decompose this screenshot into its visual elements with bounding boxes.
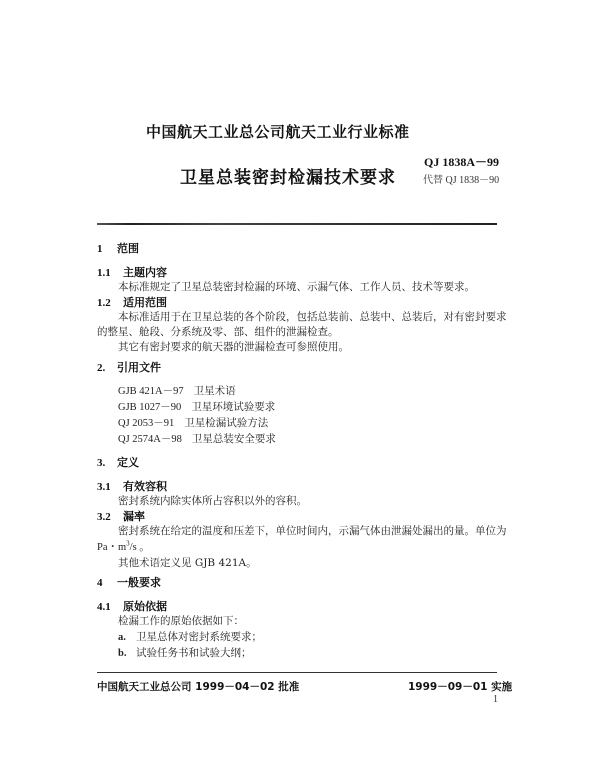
leak-rate-unit: Pa・$m^3/s$ 。	[97, 539, 150, 553]
section-1-2-text-line3: 其它有密封要求的航天器的泄漏检查可参照使用。	[118, 341, 349, 353]
section-3-2-heading: 3.2 漏率	[97, 510, 145, 523]
page-number: 1	[493, 694, 498, 705]
section-1-heading: 1 范围	[97, 242, 139, 255]
replaces-note: 代替 QJ 1838－90	[423, 175, 500, 186]
list-item: a. 卫星总体对密封系统要求；	[118, 631, 262, 643]
footer-divider	[97, 672, 497, 673]
section-3-2-text-line1: 密封系统在给定的温度和压差下，单位时间内，示漏气体由泄漏处漏出的量。单位为	[118, 525, 507, 537]
section-3-2-text-line3: 其他术语定义见 GJB 421A。	[118, 557, 257, 569]
standard-code: QJ 1838A－99	[424, 155, 500, 169]
section-4-1-heading: 4.1 原始依据	[97, 600, 167, 613]
reference-item: GJB 421A－97 卫星术语	[118, 385, 236, 397]
section-2-heading: 2. 引用文件	[97, 361, 161, 374]
header-divider	[97, 223, 497, 225]
organization-title: 中国航天工业总公司航天工业行业标准	[146, 123, 410, 141]
section-3-heading: 3. 定义	[97, 456, 139, 469]
section-1-2-text-line2: 的整星、舱段、分系统及零、部、组件的泄漏检查。	[97, 326, 339, 338]
section-1-1-heading: 1.1 主题内容	[97, 266, 167, 279]
section-3-1-text: 密封系统内除实体所占容积以外的容积。	[118, 495, 307, 507]
list-item: b. 试验任务书和试验大纲；	[118, 647, 252, 659]
section-1-2-heading: 1.2 适用范围	[97, 296, 167, 309]
reference-item: GJB 1027－90 卫星环境试验要求	[118, 401, 276, 413]
implementation-date: 1999－09－01 实施	[408, 681, 513, 693]
document-title: 卫星总装密封检漏技术要求	[180, 168, 396, 188]
section-4-1-intro: 检漏工作的原始依据如下：	[118, 615, 244, 627]
reference-item: QJ 2053－91 卫星检漏试验方法	[118, 417, 269, 429]
approval-date: 中国航天工业总公司 1999－04－02 批准	[97, 681, 300, 693]
section-3-1-heading: 3.1 有效容积	[97, 480, 167, 493]
section-4-heading: 4 一般要求	[97, 576, 161, 589]
section-1-2-text-line1: 本标准适用于在卫星总装的各个阶段，包括总装前、总装中、总装后，对有密封要求	[118, 311, 507, 323]
section-1-1-text: 本标准规定了卫星总装密封检漏的环境、示漏气体、工作人员、技术等要求。	[118, 281, 475, 293]
reference-item: QJ 2574A－98 卫星总装安全要求	[118, 433, 276, 445]
